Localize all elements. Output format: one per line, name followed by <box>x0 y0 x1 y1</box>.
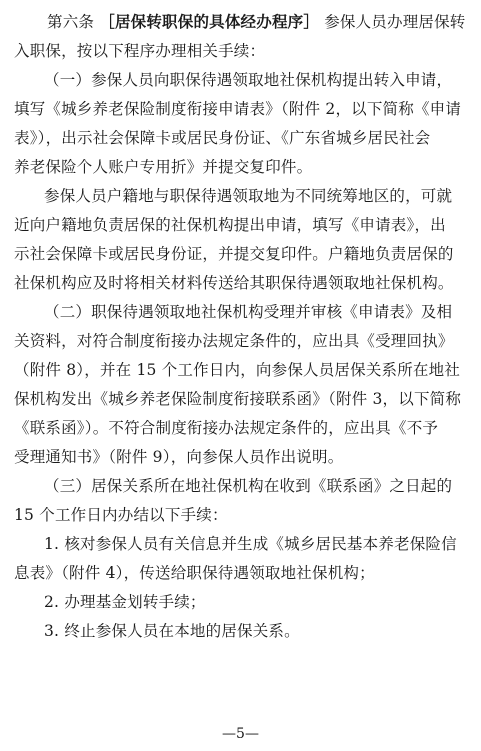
article-title: ［居保转职保的具体经办程序］ <box>99 13 320 31</box>
text-line: 近向户籍地负责居保的社保机构提出申请，填写《申请表》，出 <box>14 216 446 234</box>
text-line: 受理通知书》（附件 9），向参保人员作出说明。 <box>14 448 344 466</box>
article-6-heading-line <box>47 12 466 32</box>
page-number: —5— <box>222 726 259 742</box>
text-line: 养老保险个人账户专用折》并提交复印件。 <box>14 158 313 176</box>
text-line: 表》），出示社会保障卡或居民身份证、《广东省城乡居民社会 <box>14 129 431 147</box>
text-line: （一）参保人员向职保待遇领取地社保机构提出转入申请， <box>44 71 453 89</box>
text-line: 息表》（附件 4），传送给职保待遇领取地社保机构； <box>14 564 375 582</box>
text-line: 关资料，对符合制度衔接办法规定条件的，应出具《受理回执》 <box>14 332 454 350</box>
text-line: 保机构发出《城乡养老保险制度衔接联系函》（附件 3，以下简称 <box>14 390 462 408</box>
text-line: 入职保，按以下程序办理相关手续： <box>14 42 266 60</box>
text-line: 示社会保障卡或居民身份证，并提交复印件。户籍地负责居保的 <box>14 245 454 263</box>
text-line: 社保机构应及时将相关材料传送给其职保待遇领取地社保机构。 <box>14 274 454 292</box>
text-line: 2. 办理基金划转手续； <box>44 593 206 611</box>
text-line: 参保人员户籍地与职保待遇领取地为不同统筹地区的，可就 <box>44 187 453 205</box>
text-line: 3. 终止参保人员在本地的居保关系。 <box>44 622 300 640</box>
text-line: 《联系函》）。不符合制度衔接办法规定条件的，应出具《不予 <box>14 419 439 437</box>
text-line: （二）职保待遇领取地社保机构受理并审核《申请表》及相 <box>44 303 453 321</box>
text-line: （附件 8），并在 15 个工作日内，向参保人员居保关系所在地社 <box>14 361 461 379</box>
article-label: 第六条 <box>47 13 95 31</box>
text-line: 填写《城乡养老保险制度衔接申请表》（附件 2，以下简称《申请 <box>14 100 462 118</box>
text-line: 1. 核对参保人员有关信息并生成《城乡居民基本养老保险信 <box>44 535 457 553</box>
article-heading-rest: 参保人员办理居保转 <box>324 13 466 31</box>
text-line: （三）居保关系所在地社保机构在收到《联系函》之日起的 <box>44 477 453 495</box>
text-line: 15 个工作日内办结以下手续： <box>14 506 228 524</box>
